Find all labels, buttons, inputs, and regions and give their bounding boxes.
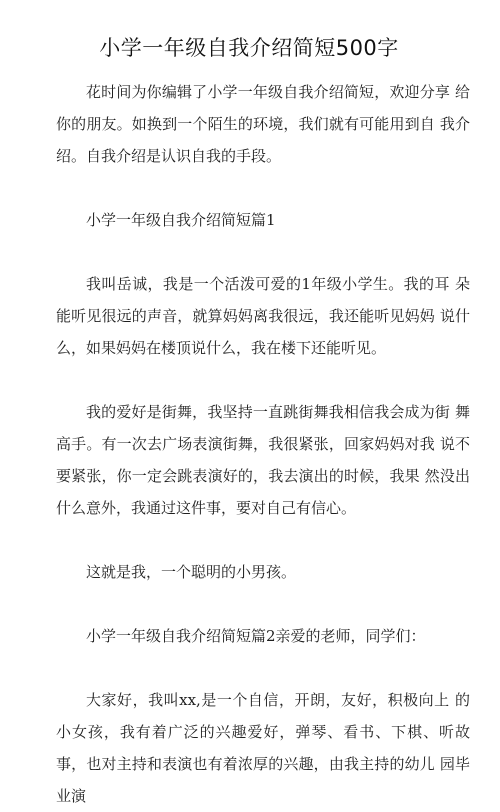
body-paragraph: 我的爱好是街舞，我坚持一直跳街舞我相信我会成为街 舞高手。有一次去广场表演街舞，我很紧张，回家妈妈对我 说不要紧张，你一定会跳表演好的，我去演出的时候，我果 然没出什么意外，我通过这件事，要对自己有信心。 <box>56 403 470 517</box>
paragraph-spacer <box>56 236 470 268</box>
body-paragraph: 我叫岳诚，我是一个活泼可爱的1年级小学生。我的耳 朵能听见很远的声音，就算妈妈离我很远，我还能听见妈妈 说什么，如果妈妈在楼顶说什么，我在楼下还能听见。 <box>56 275 470 357</box>
paragraph-spacer <box>56 524 470 556</box>
body-paragraph: 大家好，我叫xx,是一个自信，开朗，友好，积极向上 的小女孩，我有着广泛的兴趣爱好，弹琴、看书、下棋、听故事，也对主持和表演也有着浓厚的兴趣，由我主持的幼儿 园毕业演 <box>56 691 470 805</box>
paragraph-spacer <box>56 364 470 396</box>
paragraph-spacer <box>56 172 470 204</box>
intro-paragraph: 花时间为你编辑了小学一年级自我介绍简短，欢迎分享 给你的朋友。如换到一个陌生的环境，我们就有可能用到自 我介绍。自我介绍是认识自我的手段。 <box>56 83 470 165</box>
section-heading-2: 小学一年级自我介绍简短篇2亲爱的老师，同学们： <box>86 627 426 645</box>
section-heading-1: 小学一年级自我介绍简短篇1 <box>86 211 276 229</box>
body-paragraph: 这就是我，一个聪明的小男孩。 <box>86 563 297 581</box>
document-title: 小学一年级自我介绍简短500字 <box>99 36 399 60</box>
paragraph-spacer <box>56 652 470 684</box>
paragraph-spacer <box>56 588 470 620</box>
